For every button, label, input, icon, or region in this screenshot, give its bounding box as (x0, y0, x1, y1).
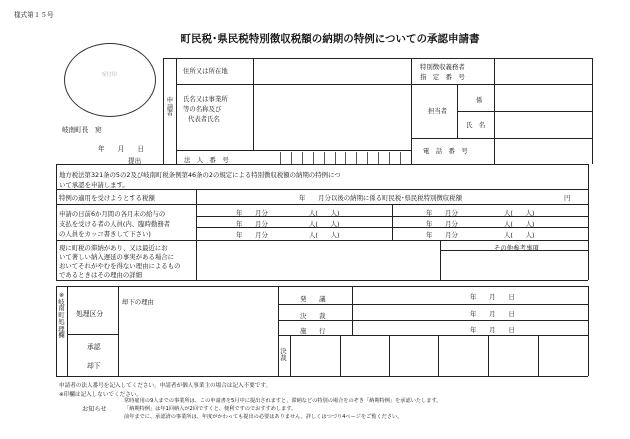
reason-field[interactable] (196, 240, 440, 280)
submitted-label: 提出 (128, 157, 142, 165)
tax-amount-field[interactable] (196, 189, 588, 204)
other-items-field[interactable] (440, 250, 588, 280)
people-entry-3a[interactable]: 人( 人) (309, 231, 340, 239)
month-entry-1a[interactable]: 年 月分 (236, 209, 268, 217)
execution-label: 施 行 (300, 327, 326, 335)
employee-label-line1: 申請の日前6か月間の各月末の給与の (59, 210, 166, 218)
corporate-number-boxes[interactable] (270, 152, 411, 164)
tax-id-field[interactable] (494, 58, 592, 84)
notice-line1: 常時雇用の9人までの事業所は、この申請書を5月中に提出されますと、滞納などの特別の場合をのぞき「納期特例」を承認いたします。 (124, 398, 442, 404)
division-label: 係 (476, 96, 483, 104)
office-use-label: ※ 岐 南 町 処 理 欄 (58, 291, 65, 340)
reason-label-line4: であるときはその理由の詳細 (59, 271, 143, 279)
company-name-field[interactable] (253, 84, 411, 150)
period-label: 特例の適用を受けようとする税額 (59, 194, 155, 202)
receipt-stamp-circle (64, 43, 156, 117)
other-items-label: その他参考事項 (494, 244, 539, 252)
rejection-reason-field[interactable] (120, 306, 278, 376)
people-entry-2b[interactable]: 人( 人) (504, 220, 535, 228)
phone-label: 電 話 番 号 (423, 147, 468, 155)
month-entry-3a[interactable]: 年 月分 (236, 231, 268, 239)
month-entry-2a[interactable]: 年 月分 (236, 220, 268, 228)
name-label: 氏 名 (466, 121, 486, 129)
month-entry-3b[interactable]: 年 月分 (426, 231, 458, 239)
corporate-number-label: 法 人 番 号 (184, 156, 229, 164)
reason-label-line3: おいてそれがやむを得ない理由によるもの (59, 262, 181, 270)
contact-name-field[interactable] (494, 111, 592, 138)
notice-line2: 「納期特例」は年1回納入が2回ですくと、便利ですのでおすすめします。 (124, 406, 297, 412)
company-name-line1: 氏名又は事業所 (183, 95, 228, 103)
rejection-reason-label: 却下の理由 (122, 298, 154, 306)
issue-date: 年 月 日 (470, 293, 515, 301)
address-field[interactable] (253, 58, 411, 84)
description-line1: 地方税法第321条の5の2及び岐南町税条例第46条の2の規定による特別徴収税額の納期の特例につ (59, 171, 341, 179)
approval-label: 承認 (87, 343, 101, 351)
company-name-line3: 代表者氏名 (188, 115, 220, 123)
approval-seal-label: 決 裁 (280, 347, 287, 362)
address-label: 住所又は所在地 (183, 67, 228, 75)
month-entry-1b[interactable]: 年 月分 (426, 209, 458, 217)
people-entry-2a[interactable]: 人( 人) (309, 220, 340, 228)
form-title: 町民税･県民税特別徴収税額の納期の特例についての承認申請書 (180, 33, 480, 45)
addressee: 岐南町長 宛 (62, 126, 102, 134)
company-name-line2: 等の名称及び (183, 105, 222, 113)
phone-field[interactable] (494, 138, 592, 164)
people-entry-1b[interactable]: 人( 人) (504, 209, 535, 217)
reason-label-line1: 現に町税の滞納があり、又は最近にお (59, 244, 168, 252)
note-line2: ※印欄は記入しないでください。 (59, 392, 142, 398)
employee-label-line2: 支払を受ける者の人員(内、臨時勤務者 (59, 220, 171, 228)
rejection-label: 却下 (87, 362, 101, 370)
issue-label: 発 議 (300, 295, 326, 303)
applicant-label: 申 請 者 (166, 96, 174, 118)
form-number: 様式第１５号 (14, 11, 54, 19)
decision-label: 決 裁 (300, 312, 326, 320)
tax-id-label-line2: 指 定 番 号 (420, 73, 465, 81)
people-entry-1a[interactable]: 人( 人) (309, 209, 340, 217)
tax-id-label-line1: 特別徴収義務者 (420, 63, 465, 71)
reason-label-line2: いて著しい納入遅延の事実がある場合に (59, 253, 175, 261)
description-line2: いて承認を申請します。 (59, 181, 129, 189)
execution-date: 年 月 日 (470, 326, 515, 334)
receipt-stamp-label: 受付印 (101, 72, 117, 78)
employee-label-line3: の人員をカッコ書きして下さい) (59, 230, 151, 238)
notice-label: お知らせ (82, 406, 107, 413)
decision-date: 年 月 日 (470, 310, 515, 318)
period-text: 年 月分以後の納期に係る町民税･県民税特別徴収税額 (299, 194, 462, 202)
contact-person-label: 担当者 (428, 107, 448, 115)
note-line1: 申請者の法人番号を記入してください。申請者が個人事業主の場合は記入不要です。 (59, 383, 272, 389)
notice-line3: 前年までに、承認済の事業所は、年度がかわっても提出の必要はありません。詳しくはつづり4ページをご覧ください。 (124, 414, 403, 420)
currency-unit: 円 (564, 194, 571, 202)
month-entry-2b[interactable]: 年 月分 (426, 220, 458, 228)
people-entry-3b[interactable]: 人( 人) (504, 231, 535, 239)
processing-label: 処理区分 (76, 310, 104, 318)
division-field[interactable] (494, 84, 592, 111)
date-line: 年 月 日 (98, 145, 145, 153)
